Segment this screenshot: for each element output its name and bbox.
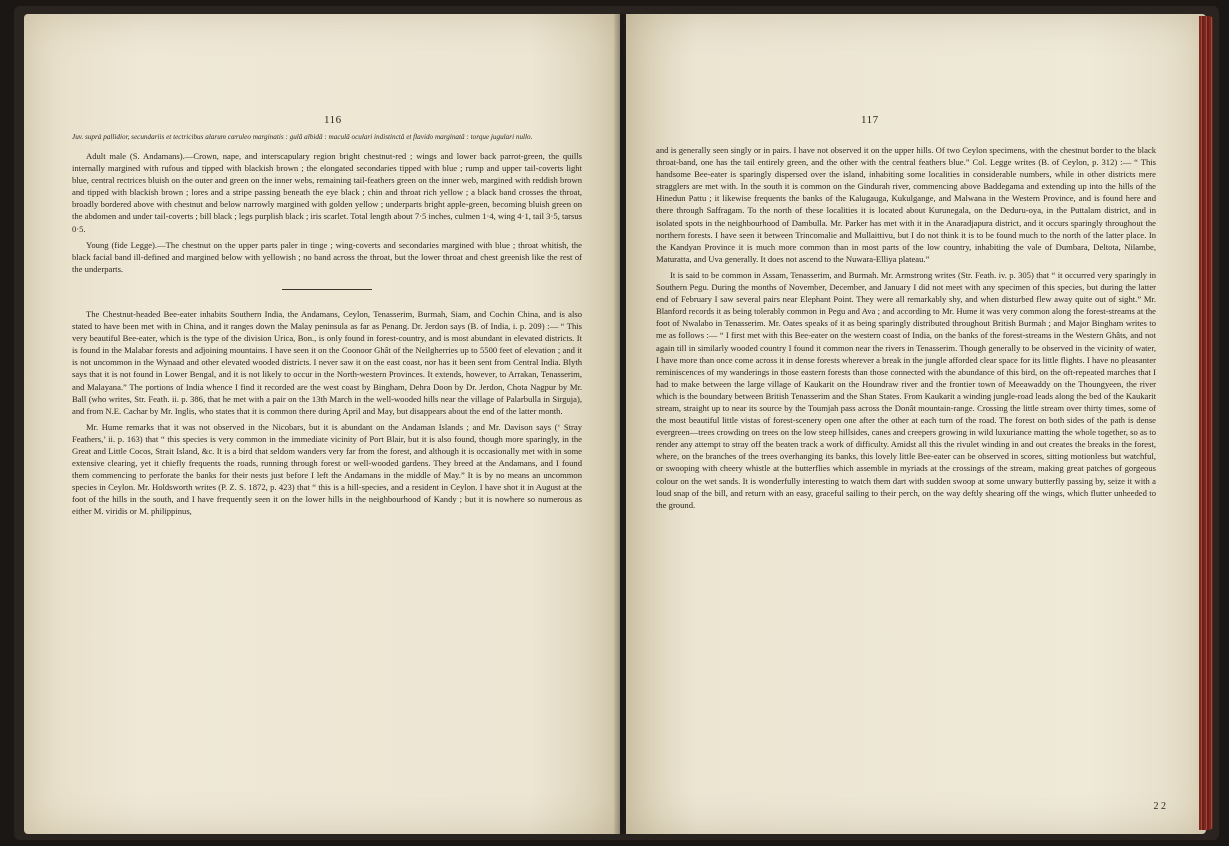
body-paragraph: Mr. Hume remarks that it was not observed in the Nicobars, but it is abundant on the Andaman Islands ; and Mr. Davison says (‘ Stray Feathers,’ ii. p. 163) that “ this species is very common in the immediate vicinity of Port Blair, but it is also found, though more sparingly, in the Great and Little Cocos, Strait Island, &c. It is a bird that seldom wanders very far from the forest, and although it is occasionally met with in some extensive clearing, yet it chiefly frequents the roads, running through forest or well-wooded gardens. They breed at the Andamans, and I found them commencing to perforate the banks for their nests just before I left the Andamans in the middle of May.” It is by no means an uncommon species in Ceylon. Mr. Holdsworth writes (P. Z. S. 1872, p. 423) that “ this is a hill-species, and a resident in Ceylon. I have shot it in August at the foot of the hills in the south, and I have frequently seen it on the lower hills in the neighbourhood of Kandy ; but it is nowhere so numerous as either M. viridis or M. philippinus, <box>72 421 582 517</box>
page-edges <box>1199 16 1213 830</box>
latin-description: Juv. suprà pallidior, secundariis et tectricibus alarum cæruleo marginatis : gulâ albidâ : maculâ oculari indistinctâ et flavido marginatâ : torque jugulari nullo. <box>72 133 533 141</box>
right-page <box>626 14 1206 834</box>
left-page <box>24 14 620 834</box>
left-page-text <box>72 132 582 522</box>
body-paragraph: and is generally seen singly or in pairs. I have not observed it on the upper hills. Of two Ceylon specimens, with the chestnut border to the black throat-band, one has the tail entirely green, and the other with the central feathers blue.” Col. Legge writes (B. of Ceylon, p. 312) :— “ This handsome Bee-eater is sparingly dispersed over the island, inhabiting some localities in considerable numbers, while in other districts mere stragglers are met with. In the south it is common on the Gindurah river, commencing above Baddegama and extending up into the hills of the Hinedun Pattu ; it likewise frequents the banks of the Kalugauga, Kukulgange, and Malwana in the Western Province, and is found here and there through Saffragam. To the north of these localities it is located about Kurunegala, on the Deduru-oya, in the Puttalam district, and in isolated spots in the neighbourhood of Dambulla. Mr. Parker has met with it in the Anaradjapura district, and it occurs sparingly throughout the northern forests. I have seen it between Trincomalie and Mullaittivu, but I do not think it is to be found much to the north of the latter place. In the Kandyan Province it is much more common than in most parts of the low country, inhabiting the vale of Dumbara, Deltota, Nilambe, Maturatta, and Uva generally. It does not ascend to the Nuwara-Elliya plateau.” <box>656 145 1156 264</box>
book-spread <box>14 6 1219 840</box>
page-number: 116 <box>324 114 342 126</box>
section-divider <box>282 289 372 290</box>
body-paragraph: The Chestnut-headed Bee-eater inhabits Southern India, the Andamans, Ceylon, Tenasserim, Burmah, Siam, and Cochin China, and is also stated to have been met with in China, and it ranges down the Malay peninsula as far as Penang. Dr. Jerdon says (B. of India, i. p. 209) :— “ This very beautiful Bee-eater, which is the type of the division Urica, Bon., is only found in forest-country, and is most abundant in elevated districts. It is found in the Malabar forests and adjoining mountains. I have seen it on the Coonoor Ghât of the Neilgherries up to 5500 feet of elevation ; and it is not uncommon in the Wynaad and other elevated wooded districts. I never saw it on the east coast, nor has it been sent from Central India. Blyth says that it is not found in Lower Bengal, and it is not likely to occur in the North-western Provinces. It extends, however, to Arrakan, Tenasserim, and Malayana.” The portions of India whence I find it recorded are the west coast by Bingham, Dehra Doon by Dr. Jerdon, Chota Nagpur by Mr. Ball (who writes, Str. Feath. ii. p. 386, that he met with a pair on the 13th March in the well-wooded hills near the village of Palarbulla in Sirguja), and from N.E. Cachar by Mr. Inglis, who states that it is common there during April and May, but disappears about the end of the latter month. <box>72 308 582 416</box>
adult-male-description: Adult male (S. Andamans).—Crown, nape, and interscapulary region bright chestnut-red ; wings and lower back parrot-green, the quills internally margined with rufous and tipped with blackish brown ; the elongated secondaries tipped with blue ; rump and upper tail-coverts light blue, central rectrices bluish on the outer and green on the inner webs, remaining tail-feathers green on the inner web, margined with reddish brown and tipped with blackish brown ; lores and a stripe passing beneath the eye black ; chin and throat rich yellow ; a black band crosses the throat, broadly bordered above with chestnut and below narrowly margined with golden yellow ; underparts bright apple-green, becoming bluish green on the abdomen and under tail-coverts ; bill black ; legs purplish black ; iris scarlet. Total length about 7·5 inches, culmen 1·4, wing 4·1, tail 3·5, tarsus 0·5. <box>72 151 582 234</box>
right-page-text <box>656 144 1156 515</box>
body-paragraph: It is said to be common in Assam, Tenasserim, and Burmah. Mr. Armstrong writes (Str. Feath. iv. p. 305) that “ it occurred very sparingly in Southern Pegu. During the months of November, December, and January I did not meet with any specimen of this species, but during the latter end of February I saw several pairs near Elephant Point. They were all remarkably shy, and when disturbed flew away quite out of sight.” Mr. Blanford records it as being tolerably common in Pegu and Ava ; and according to Mr. Hume it was very common along the forest-streams at the foot of Nwalabo in Tenasserim. Mr. Oates speaks of it as being sparingly distributed throughout British Burmah ; and Major Bingham writes to me as follows :— “ I first met with this Bee-eater on the western coast of India, on the banks of the forest-streams in the Western Ghâts, and not again till in similarly wooded country I found it common near the rivers in Tenasserim. Though generally to be observed in the vicinity of water, I have more than once come across it in dense forests wherever a break in the jungle afforded clear space for its little flights. I have no pleasanter reminiscences of my wanderings in those eastern forests than those connected with the abundance of this bird, on the oft-repeated marches that I had to make between the large village of Kaukarit on the Houndraw river and the frontier town of Meeawaddy on the Thoungyeen, the river which is the boundary between British Tenasserim and the Shan States. From Kaukarit a winding jungle-road leads along the bed of the Kaukarit stream, straight up to near its source by the Toumjah pass across the Donât mountain-range. Crossing the little stream over thirty times, some of the most beautiful little vistas of forest-scenery open one after the other at each turn of the road. The forest on both sides of the path is dense evergreen—trees crowding on trees on the low steep hillsides, canes and creepers growing in wild luxuriance matting the whole together, so as to render any attempt to stray off the beaten track a work of difficulty. Amidst all this the rivulet winding in and out creates the breaks in the forest, where, on the branches of the trees overhanging its banks, this lovely little Bee-eater can be observed in scores, sitting motionless but watchful, or swooping with cheery whistle at the butterflies which assemble in myriads at the crossings of the stream, making great patches of gorgeous colour on the wet sands. It is wonderfully interesting to watch them dart with sudden swoop at some unwary butterfly passing by, seize it with a loud snap of the bill, and return with an easy, graceful sailing to their perch, on the way deftly shearing off the wings, which flutter unheeded to the ground. <box>656 269 1156 510</box>
signature-mark: 2 2 <box>1153 801 1166 812</box>
page-number: 117 <box>861 114 879 126</box>
young-description: Young (fide Legge).—The chestnut on the upper parts paler in tinge ; wing-coverts and secondaries margined with blue ; throat whitish, the black facial band ill-defined and margined below with yellowish ; no band across the throat, but the lower throat and chest greenish like the rest of the underparts. <box>72 239 582 274</box>
